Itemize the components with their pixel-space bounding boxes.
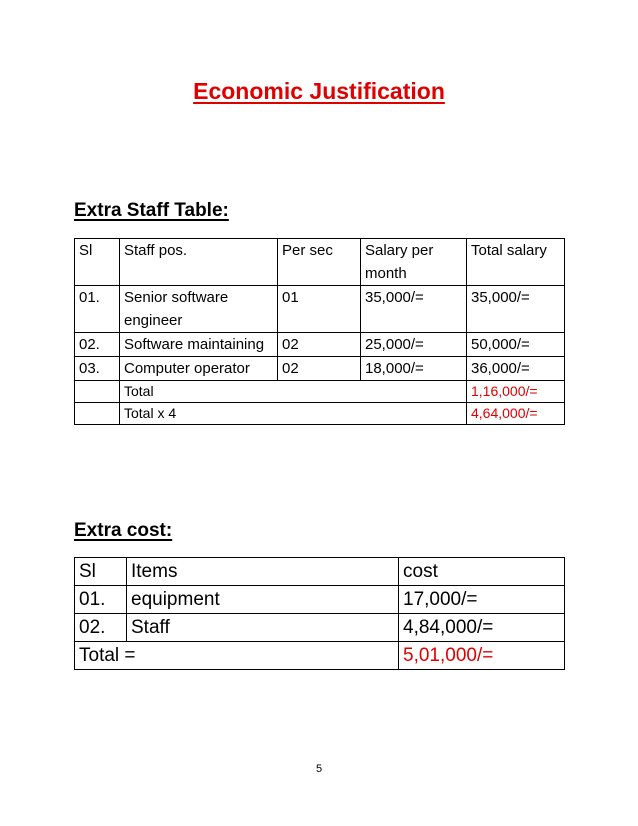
- table-cell: 01: [278, 286, 361, 333]
- table-row: [75, 614, 565, 642]
- header-cell: Salary per month: [361, 239, 467, 286]
- header-cell: Sl: [75, 558, 127, 586]
- table-cell: 18,000/=: [361, 357, 467, 381]
- table-cell: 35,000/=: [467, 286, 565, 333]
- table-header-row: [75, 558, 565, 586]
- total-x4-value: 4,64,000/=: [467, 403, 565, 425]
- table-cell: equipment: [127, 586, 399, 614]
- empty-cell: [75, 403, 120, 425]
- extra-staff-table: [74, 238, 565, 425]
- extra-cost-heading: Extra cost:: [74, 520, 173, 541]
- table-cell: 50,000/=: [467, 333, 565, 357]
- table-cell: 25,000/=: [361, 333, 467, 357]
- total-label: Total: [120, 381, 467, 403]
- total-x4-label: Total x 4: [120, 403, 467, 425]
- table-cell: 01.: [75, 586, 127, 614]
- total-row: [75, 642, 565, 670]
- header-cell: Items: [127, 558, 399, 586]
- table-cell: 4,84,000/=: [399, 614, 565, 642]
- table-cell: Staff: [127, 614, 399, 642]
- header-cell: Per sec: [278, 239, 361, 286]
- table-cell: 36,000/=: [467, 357, 565, 381]
- table-cell: 02: [278, 357, 361, 381]
- total-value: 5,01,000/=: [399, 642, 565, 670]
- total-label: Total =: [75, 642, 399, 670]
- table-header-row: [75, 239, 565, 286]
- total-x4-row: [75, 403, 565, 425]
- table-row: [75, 586, 565, 614]
- table-cell: Software maintaining: [120, 333, 278, 357]
- staff-table-heading: Extra Staff Table:: [74, 200, 229, 221]
- page-title: Economic Justification: [193, 78, 445, 104]
- empty-cell: [75, 381, 120, 403]
- table-row: [75, 286, 565, 333]
- table-cell: Senior software engineer: [120, 286, 278, 333]
- table-cell: 02: [278, 333, 361, 357]
- table-cell: 01.: [75, 286, 120, 333]
- table-cell: 02.: [75, 614, 127, 642]
- total-value: 1,16,000/=: [467, 381, 565, 403]
- header-cell: Staff pos.: [120, 239, 278, 286]
- table-cell: 03.: [75, 357, 120, 381]
- extra-cost-table: [74, 557, 565, 670]
- header-cell: Sl: [75, 239, 120, 286]
- table-cell: 02.: [75, 333, 120, 357]
- table-row: [75, 357, 565, 381]
- table-cell: 17,000/=: [399, 586, 565, 614]
- header-cell: Total salary: [467, 239, 565, 286]
- page-number: 5: [315, 763, 323, 775]
- table-row: [75, 333, 565, 357]
- header-cell: cost: [399, 558, 565, 586]
- total-row: [75, 381, 565, 403]
- table-cell: 35,000/=: [361, 286, 467, 333]
- table-cell: Computer operator: [120, 357, 278, 381]
